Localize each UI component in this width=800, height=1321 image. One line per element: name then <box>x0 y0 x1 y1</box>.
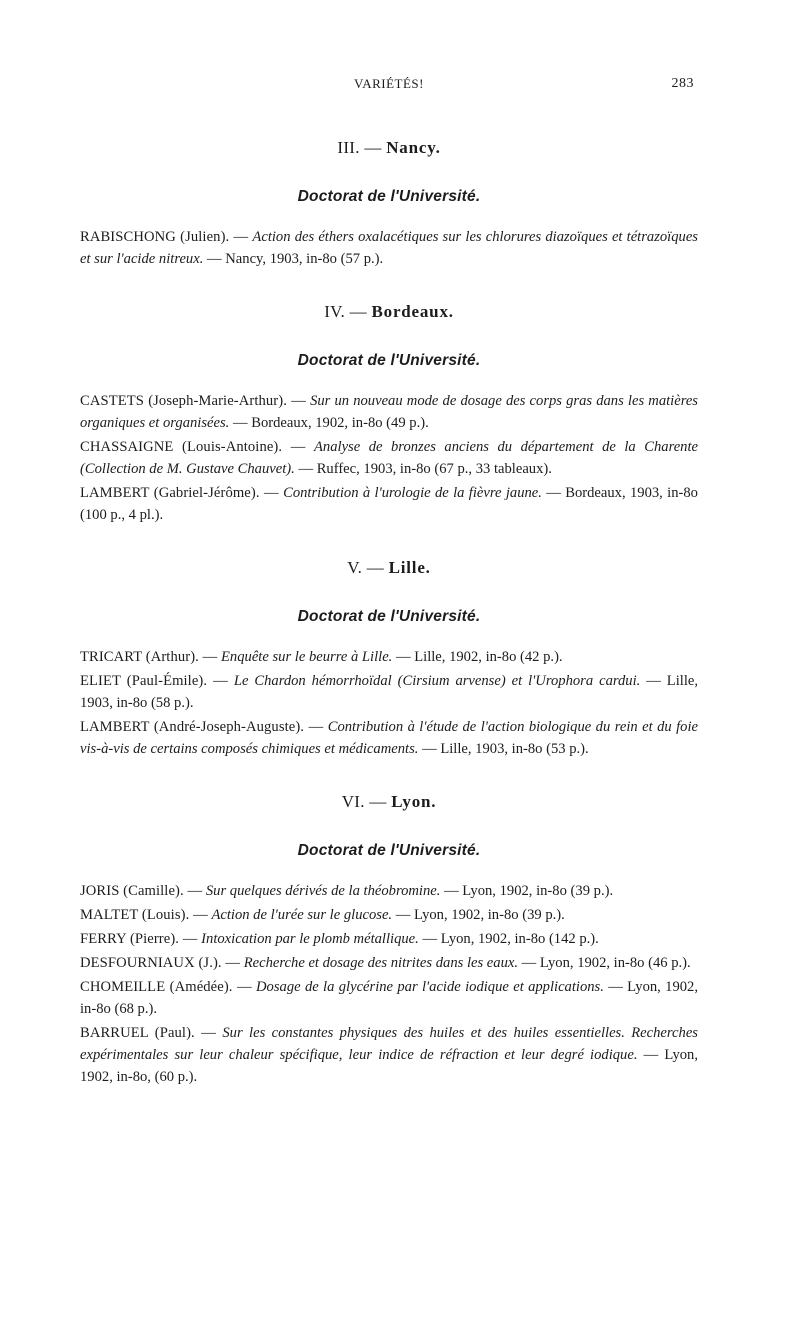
bibliography-entry <box>80 880 698 902</box>
entry-title: Sur les constantes physiques des huiles et des huiles essentielles. Recherches expérimentales sur leur chaleur spécifique, leur indice de réfraction et leur degré iodique. <box>80 1025 698 1063</box>
entry-title: Le Chardon hémorrhoïdal (Cirsium arvense) et l'Urophora cardui. <box>233 673 641 689</box>
entry-author: BARRUEL (Paul). — <box>80 1025 216 1041</box>
bibliography-entry <box>80 716 698 760</box>
entry-publication: — Nancy, 1903, in-8o (57 p.). <box>207 251 384 267</box>
entry-author: LAMBERT (Gabriel-Jérôme). — <box>80 485 279 501</box>
section-subheading: Doctorat de l'Université. <box>297 608 481 625</box>
entry-publication: — Bordeaux, 1902, in-8o (49 p.). <box>232 415 429 431</box>
bibliography-entry <box>80 226 698 270</box>
page-number: 283 <box>671 76 694 91</box>
entry-author: FERRY (Pierre). — <box>80 931 198 947</box>
entry-publication: — Lille, 1903, in-8o (53 p.). <box>422 741 589 757</box>
entry-author: CHOMEILLE (Amédée). — <box>80 979 252 995</box>
entry-publication: — Lyon, 1902, in-8o, (60 p.). <box>80 1047 698 1085</box>
entry-title: Sur quelques dérivés de la théobromine. <box>205 883 441 899</box>
entry-title: Action de l'urée sur le glucose. <box>211 907 393 923</box>
entry-author: JORIS (Camille). — <box>80 883 203 899</box>
section-number: V. — <box>347 558 385 577</box>
entry-author: MALTET (Louis). — <box>80 907 208 923</box>
section-subheading: Doctorat de l'Université. <box>297 188 481 205</box>
entry-author: DESFOURNIAUX (J.). — <box>80 955 241 971</box>
entry-title: Intoxication par le plomb métallique. <box>201 931 419 947</box>
section-number: VI. — <box>341 792 387 811</box>
section-city: Bordeaux. <box>371 302 454 321</box>
entry-title: Analyse de bronzes anciens du département de la Charente (Collection de M. Gustave Chauvet). <box>80 439 699 477</box>
section-lille <box>80 558 698 760</box>
entry-author: CHASSAIGNE (Louis-Antoine). — <box>80 439 306 455</box>
entry-publication: — Lyon, 1902, in-8o (68 p.). <box>80 979 698 1017</box>
entry-author: ELIET (Paul-Émile). — <box>80 673 228 689</box>
entry-publication: — Lyon, 1902, in-8o (39 p.). <box>395 907 565 923</box>
section-heading <box>80 302 698 322</box>
entry-title: Contribution à l'urologie de la fièvre jaune. <box>283 485 542 501</box>
entry-publication: — Bordeaux, 1903, in-8o (100 p., 4 pl.). <box>80 485 698 523</box>
entry-title: Sur un nouveau mode de dosage des corps gras dans les matières organiques et organisées. <box>80 393 698 431</box>
bibliography-entry <box>80 390 698 434</box>
bibliography-entry <box>80 646 698 668</box>
entry-author: LAMBERT (André-Joseph-Auguste). — <box>80 719 324 735</box>
section-number: IV. — <box>324 302 367 321</box>
section-number: III. — <box>337 138 382 157</box>
entry-title: Enquête sur le beurre à Lille. <box>221 649 393 665</box>
bibliography-entry <box>80 670 698 714</box>
section-heading <box>80 138 698 158</box>
bibliography-entry <box>80 436 698 480</box>
entry-title: Contribution à l'étude de l'action biologique du rein et du foie vis-à-vis de certains composés chimiques et médicaments. <box>80 719 698 757</box>
entry-publication: — Ruffec, 1903, in-8o (67 p., 33 tableaux). <box>298 461 552 477</box>
section-bordeaux <box>80 302 698 526</box>
entry-author: RABISCHONG (Julien). — <box>80 229 249 245</box>
bibliography-entry <box>80 1022 698 1088</box>
entry-publication: — Lyon, 1902, in-8o (46 p.). <box>521 955 691 971</box>
document-page <box>80 76 698 1090</box>
section-nancy <box>80 138 698 270</box>
bibliography-entry <box>80 928 698 950</box>
section-subheading: Doctorat de l'Université. <box>297 352 481 369</box>
bibliography-entry <box>80 952 698 974</box>
section-city: Nancy. <box>386 138 441 157</box>
section-heading <box>80 558 698 578</box>
bibliography-entry <box>80 904 698 926</box>
entry-title: Recherche et dosage des nitrites dans les eaux. <box>243 955 518 971</box>
bibliography-entry <box>80 976 698 1020</box>
running-header <box>80 76 698 98</box>
section-lyon <box>80 792 698 1088</box>
entry-publication: — Lyon, 1902, in-8o (142 p.). <box>422 931 599 947</box>
entry-title: Dosage de la glycérine par l'acide iodique et applications. <box>256 979 604 995</box>
entry-publication: — Lyon, 1902, in-8o (39 p.). <box>444 883 614 899</box>
section-city: Lille. <box>388 558 431 577</box>
section-heading <box>80 792 698 812</box>
entry-publication: — Lille, 1902, in-8o (42 p.). <box>395 649 563 665</box>
running-title: VARIÉTÉS! <box>354 76 424 91</box>
entry-author: CASTETS (Joseph-Marie-Arthur). — <box>80 393 306 409</box>
entry-title: Action des éthers oxalacétiques sur les chlorures diazoïques et tétrazoïques et sur l'acide nitreux. <box>80 229 698 267</box>
section-subheading: Doctorat de l'Université. <box>297 842 481 859</box>
entry-publication: — Lille, 1903, in-8o (58 p.). <box>80 673 698 711</box>
section-city: Lyon. <box>391 792 437 811</box>
bibliography-entry <box>80 482 698 526</box>
entry-author: TRICART (Arthur). — <box>80 649 218 665</box>
